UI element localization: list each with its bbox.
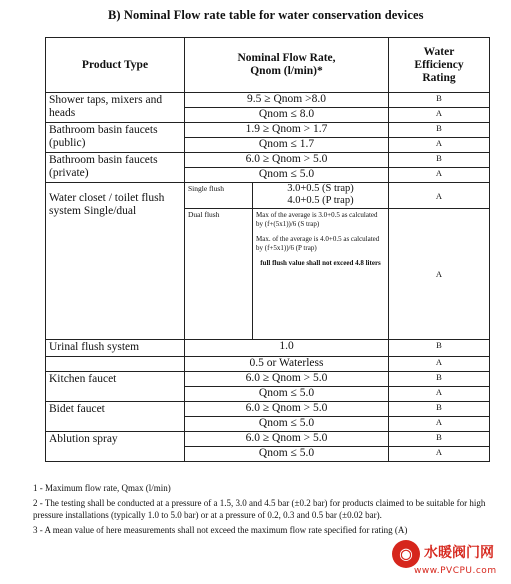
rating-cell: B bbox=[389, 402, 490, 417]
flow-rate-cell: 6.0 ≥ Qnom > 5.0 bbox=[185, 432, 389, 447]
rating-cell: B bbox=[389, 93, 490, 108]
flow-rate-cell: Qnom ≤ 5.0 bbox=[185, 168, 389, 183]
table-heading: B) Nominal Flow rate table for water conservation devices bbox=[108, 8, 424, 22]
flow-rate-cell: 0.5 or Waterless bbox=[185, 357, 389, 372]
product-water-closet-label: Water closet / toilet flush system Single/dual bbox=[49, 192, 165, 217]
table-row bbox=[46, 432, 490, 447]
drop-logo-icon: ◉ bbox=[392, 540, 420, 568]
rating-cell: B bbox=[389, 372, 490, 387]
table-row bbox=[46, 183, 490, 209]
dual-flush-label: Dual flush bbox=[185, 209, 253, 340]
dual-flush-full-limit: full flush value shall not exceed 4.8 liters bbox=[260, 259, 381, 267]
footnote-3: 3 - A mean value of here measurements shall not exceed the maximum flow rate specified for rating (A) bbox=[33, 525, 408, 535]
header-rating-line1: Water bbox=[423, 45, 455, 58]
rating-cell: A bbox=[389, 387, 490, 402]
flow-rate-cell: Qnom ≤ 1.7 bbox=[185, 138, 389, 153]
rating-cell: B bbox=[389, 153, 490, 168]
rating-cell: A bbox=[389, 183, 490, 209]
flow-rate-cell: 1.0 bbox=[185, 340, 389, 357]
rating-cell: B bbox=[389, 340, 490, 357]
header-product-type: Product Type bbox=[46, 38, 185, 93]
footnote-2: 2 - The testing shall be conducted at a pressure of a 1.5, 3.0 and 4.5 bar (±0.2 bar) for products claimed to be suitable for high pressure installations (typically 1.0 to 5.0 bar) or at a pressure of 0.2, 0.3 and 0.5 bar (±0.02 bar). bbox=[33, 498, 486, 520]
product-basin-private: Bathroom basin faucets (private) bbox=[46, 153, 185, 183]
single-flush-values bbox=[253, 183, 389, 209]
table-row bbox=[46, 372, 490, 387]
single-flush-label: Single flush bbox=[185, 183, 253, 209]
flow-rate-cell: 1.9 ≥ Qnom > 1.7 bbox=[185, 123, 389, 138]
table-row bbox=[46, 357, 490, 372]
header-rating bbox=[389, 38, 490, 93]
header-flow-rate-line2: Qnom (l/min)* bbox=[250, 65, 323, 77]
product-shower: Shower taps, mixers and heads bbox=[46, 93, 185, 123]
flow-rate-cell: Qnom ≤ 5.0 bbox=[185, 447, 389, 462]
flow-rate-table bbox=[45, 37, 490, 462]
product-urinal: Urinal flush system bbox=[46, 340, 185, 357]
watermark bbox=[392, 540, 507, 580]
header-flow-rate-line1: Nominal Flow Rate, bbox=[237, 52, 336, 64]
flow-rate-cell: Qnom ≤ 5.0 bbox=[185, 417, 389, 432]
rating-cell: A bbox=[389, 209, 490, 340]
rating-cell: A bbox=[389, 447, 490, 462]
watermark-title: 水暖阀门网 bbox=[424, 545, 494, 561]
header-rating-line3: Rating bbox=[422, 71, 456, 84]
header-rating-line2: Efficiency bbox=[414, 58, 464, 71]
rating-cell: B bbox=[389, 123, 490, 138]
flow-rate-cell: 6.0 ≥ Qnom > 5.0 bbox=[185, 372, 389, 387]
table-row bbox=[46, 153, 490, 168]
product-basin-public: Bathroom basin faucets (public) bbox=[46, 123, 185, 153]
product-ablution: Ablution spray bbox=[46, 432, 185, 462]
rating-cell: A bbox=[389, 168, 490, 183]
dual-flush-values bbox=[253, 209, 389, 340]
table-row bbox=[46, 340, 490, 357]
product-bidet: Bidet faucet bbox=[46, 402, 185, 432]
rating-cell: A bbox=[389, 417, 490, 432]
flow-rate-cell: 6.0 ≥ Qnom > 5.0 bbox=[185, 153, 389, 168]
watermark-url: www.PVCPU.com bbox=[414, 566, 497, 576]
product-water-closet bbox=[46, 183, 185, 340]
table-header-row bbox=[46, 38, 490, 93]
dual-flush-p-trap: Max. of the average is 4.0+0.5 as calculated by (f+5x1))/6 (P trap) bbox=[256, 235, 380, 252]
table-row bbox=[46, 402, 490, 417]
rating-cell: A bbox=[389, 108, 490, 123]
flow-rate-cell: Qnom ≤ 8.0 bbox=[185, 108, 389, 123]
flow-rate-cell: 9.5 ≥ Qnom >8.0 bbox=[185, 93, 389, 108]
dual-flush-s-trap: Max of the average is 3.0+0.5 as calculated by (f+(5x1))/6 (S trap) bbox=[256, 211, 378, 228]
product-urinal-cont bbox=[46, 357, 185, 372]
product-kitchen: Kitchen faucet bbox=[46, 372, 185, 402]
rating-cell: A bbox=[389, 357, 490, 372]
single-flush-s-trap: 3.0+0.5 (S trap) bbox=[287, 183, 354, 194]
header-flow-rate bbox=[185, 38, 389, 93]
table-row bbox=[46, 93, 490, 108]
single-flush-p-trap: 4.0+0.5 (P trap) bbox=[287, 195, 354, 206]
rating-cell: A bbox=[389, 138, 490, 153]
rating-cell: B bbox=[389, 432, 490, 447]
flow-rate-cell: 6.0 ≥ Qnom > 5.0 bbox=[185, 402, 389, 417]
table-row bbox=[46, 123, 490, 138]
footnotes bbox=[33, 482, 493, 539]
flow-rate-cell: Qnom ≤ 5.0 bbox=[185, 387, 389, 402]
footnote-1: 1 - Maximum flow rate, Qmax (l/min) bbox=[33, 483, 171, 493]
